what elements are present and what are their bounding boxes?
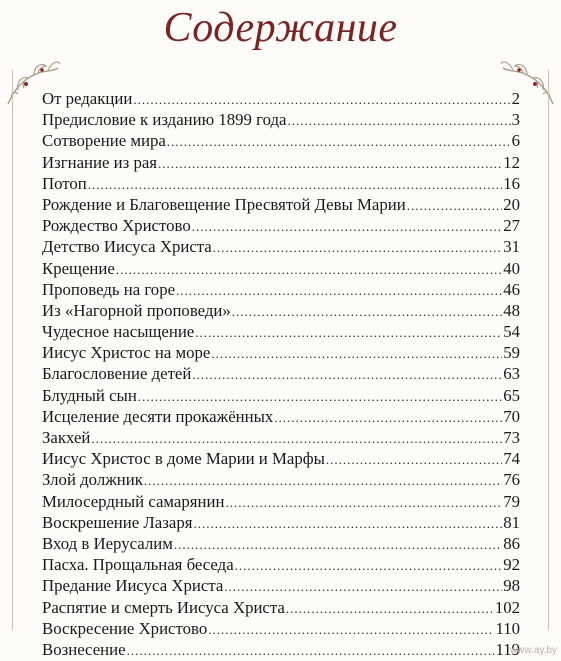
toc-entry-title: Благословение детей	[42, 364, 192, 384]
toc-dot-leader	[192, 216, 503, 237]
toc-dot-leader	[192, 364, 502, 385]
toc-entry-page-number: 46	[503, 279, 520, 299]
toc-entry-page-number: 3	[511, 110, 520, 130]
toc-entry-page-number: 54	[503, 322, 520, 342]
toc-entry	[42, 194, 520, 215]
toc-entry	[42, 215, 520, 236]
toc-dot-leader	[91, 428, 502, 449]
toc-entry-page-number: 16	[503, 173, 520, 193]
toc-dot-leader	[208, 619, 494, 640]
watermark: www.ay.by	[509, 645, 557, 656]
toc-entry-title: Пасха. Прощальная беседа	[42, 555, 234, 575]
toc-entry-page-number: 2	[511, 89, 520, 108]
toc-entry-title: Воскрешение Лазаря	[42, 512, 193, 532]
toc-dot-leader	[174, 534, 502, 555]
toc-dot-leader	[133, 89, 510, 110]
toc-entry-page-number: 86	[503, 533, 520, 553]
toc-entry	[42, 448, 520, 469]
toc-entry	[42, 575, 520, 596]
frame-border-left	[12, 70, 17, 630]
toc-entry-page-number: 27	[503, 216, 520, 236]
toc-entry	[42, 427, 520, 448]
toc-entry-page-number: 92	[503, 555, 520, 575]
frame-border-right	[544, 70, 549, 630]
toc-entry-page-number: 74	[503, 449, 520, 469]
toc-dot-leader	[195, 322, 502, 343]
toc-entry-title: Детство Иисуса Христа	[42, 237, 212, 257]
toc-entry	[42, 406, 520, 427]
toc-entry-page-number: 110	[495, 618, 520, 638]
toc-dot-leader	[144, 470, 502, 491]
toc-dot-leader	[224, 576, 502, 597]
toc-dot-leader	[167, 131, 511, 152]
toc-entry	[42, 88, 520, 109]
toc-entry	[42, 618, 520, 639]
toc-entry-title: Злой должник	[42, 470, 143, 490]
table-of-contents	[42, 88, 520, 660]
toc-dot-leader	[213, 237, 502, 258]
toc-entry-title: Вознесение	[42, 639, 126, 659]
toc-entry-page-number: 70	[503, 406, 520, 426]
toc-entry	[42, 533, 520, 554]
toc-entry	[42, 363, 520, 384]
toc-dot-leader	[176, 280, 502, 301]
toc-dot-leader	[274, 407, 502, 428]
toc-entry-title: Предание Иисуса Христа	[42, 576, 224, 596]
toc-entry-title: Рождество Христово	[42, 216, 191, 236]
toc-entry-page-number: 63	[503, 364, 520, 384]
toc-entry-title: Крещение	[42, 258, 115, 278]
toc-dot-leader	[193, 513, 502, 534]
toc-dot-leader	[235, 555, 503, 576]
toc-entry-title: Чудесное насыщение	[42, 322, 195, 342]
toc-entry	[42, 279, 520, 300]
toc-entry-title: Воскресение Христово	[42, 618, 208, 638]
toc-entry	[42, 109, 520, 130]
toc-entry	[42, 469, 520, 490]
toc-entry	[42, 491, 520, 512]
toc-dot-leader	[287, 110, 510, 131]
toc-dot-leader	[286, 598, 494, 619]
toc-dot-leader	[211, 343, 502, 364]
toc-entry-page-number: 98	[503, 576, 520, 596]
toc-entry-page-number: 40	[503, 258, 520, 278]
toc-entry-title: Из «Нагорной проповеди»	[42, 300, 231, 320]
toc-dot-leader	[225, 492, 502, 513]
toc-dot-leader	[407, 195, 502, 216]
toc-entry-page-number: 6	[511, 131, 520, 151]
toc-entry	[42, 300, 520, 321]
toc-entry	[42, 342, 520, 363]
toc-entry-page-number: 59	[503, 343, 520, 363]
toc-dot-leader	[326, 449, 502, 470]
toc-dot-leader	[138, 386, 502, 407]
toc-entry	[42, 258, 520, 279]
toc-entry-page-number: 119	[495, 639, 520, 659]
toc-entry-page-number: 79	[503, 491, 520, 511]
toc-entry-title: Исцеление десяти прокажённых	[42, 406, 274, 426]
toc-entry-page-number: 102	[494, 597, 520, 617]
toc-entry-title: Блудный сын	[42, 385, 137, 405]
page-title: Содержание	[163, 5, 398, 51]
toc-entry-title: Изгнание из рая	[42, 152, 158, 172]
toc-entry-page-number: 48	[503, 300, 520, 320]
toc-entry	[42, 236, 520, 257]
toc-entry-title: От редакции	[42, 89, 133, 108]
toc-entry	[42, 130, 520, 151]
toc-entry-page-number: 73	[503, 428, 520, 447]
toc-entry	[42, 385, 520, 406]
toc-dot-leader	[88, 174, 502, 195]
toc-entry	[42, 597, 520, 618]
toc-entry-page-number: 20	[503, 194, 520, 214]
toc-entry-title: Иисус Христос на море	[42, 343, 211, 363]
toc-entry-title: Вход в Иерусалим	[42, 533, 173, 553]
toc-entry-title: Закхей	[42, 428, 91, 447]
toc-entry-page-number: 65	[503, 385, 520, 405]
toc-entry-title: Предисловие к изданию 1899 года	[42, 110, 287, 130]
toc-entry	[42, 173, 520, 194]
toc-entry-title: Иисус Христос в доме Марии и Марфы	[42, 449, 325, 469]
toc-dot-leader	[158, 153, 502, 174]
toc-entry-title: Милосердный самарянин	[42, 491, 225, 511]
toc-entry	[42, 512, 520, 533]
toc-entry-page-number: 81	[503, 512, 520, 532]
toc-dot-leader	[232, 301, 502, 322]
toc-entry-title: Сотворение мира	[42, 131, 166, 151]
toc-entry-title: Рождение и Благовещение Пресвятой Девы Марии	[42, 194, 406, 214]
toc-entry	[42, 554, 520, 575]
toc-entry-page-number: 31	[503, 237, 520, 257]
toc-entry-title: Проповедь на горе	[42, 279, 176, 299]
toc-entry-page-number: 76	[503, 470, 520, 490]
toc-entry-page-number: 12	[503, 152, 520, 172]
toc-entry-title: Потоп	[42, 173, 87, 193]
toc-entry-title: Распятие и смерть Иисуса Христа	[42, 597, 285, 617]
toc-entry	[42, 639, 520, 660]
toc-dot-leader	[116, 259, 502, 280]
toc-entry	[42, 321, 520, 342]
toc-entry	[42, 152, 520, 173]
